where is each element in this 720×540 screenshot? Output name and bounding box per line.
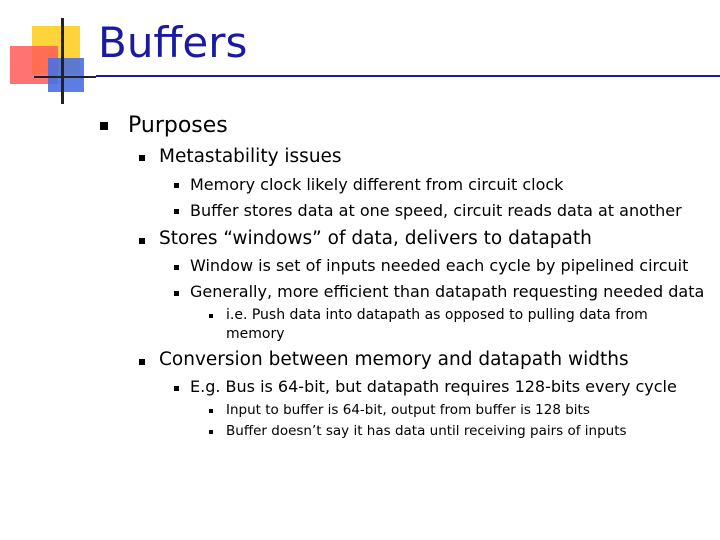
bullet-generally: Generally, more efficient than datapath requesting needed data bbox=[190, 282, 705, 301]
bullet-purposes: Purposes bbox=[128, 113, 228, 138]
bullet-buffer-doesnt: Buffer doesn’t say it has data until receiving pairs of inputs bbox=[226, 423, 627, 439]
bullet-icon bbox=[174, 291, 179, 296]
bullet-window-is: Window is set of inputs needed each cycle by pipelined circuit bbox=[190, 256, 689, 275]
bullet-icon bbox=[209, 314, 213, 318]
bullet-stores-windows: Stores “windows” of data, delivers to datapath bbox=[159, 228, 592, 249]
bullet-icon bbox=[139, 359, 145, 365]
bullet-icon bbox=[139, 155, 145, 161]
title-divider bbox=[96, 75, 720, 77]
bullet-icon bbox=[209, 409, 213, 413]
bullet-icon bbox=[209, 430, 213, 434]
bullet-icon bbox=[174, 386, 179, 391]
bullet-metastability: Metastability issues bbox=[159, 146, 342, 167]
bullet-memory-clock: Memory clock likely different from circuit clock bbox=[190, 175, 564, 194]
bullet-icon bbox=[174, 265, 179, 270]
bullet-icon bbox=[139, 238, 145, 244]
bullet-icon bbox=[100, 122, 108, 130]
bullet-input-to-buffer: Input to buffer is 64-bit, output from buffer is 128 bits bbox=[226, 402, 590, 418]
bullet-eg-bus: E.g. Bus is 64-bit, but datapath requires 128-bits every cycle bbox=[190, 377, 677, 396]
logo-horizontal-line bbox=[34, 76, 96, 78]
slide-logo bbox=[0, 0, 100, 110]
logo-vertical-line bbox=[61, 18, 64, 104]
bullet-ie-push: i.e. Push data into datapath as opposed to pulling data from memory bbox=[226, 307, 648, 342]
slide-title: Buffers bbox=[98, 18, 248, 67]
bullet-buffer-stores: Buffer stores data at one speed, circuit reads data at another bbox=[190, 201, 682, 220]
bullet-conversion: Conversion between memory and datapath widths bbox=[159, 349, 629, 370]
logo-blue-square bbox=[48, 58, 84, 92]
bullet-icon bbox=[174, 183, 179, 188]
bullet-icon bbox=[174, 209, 179, 214]
